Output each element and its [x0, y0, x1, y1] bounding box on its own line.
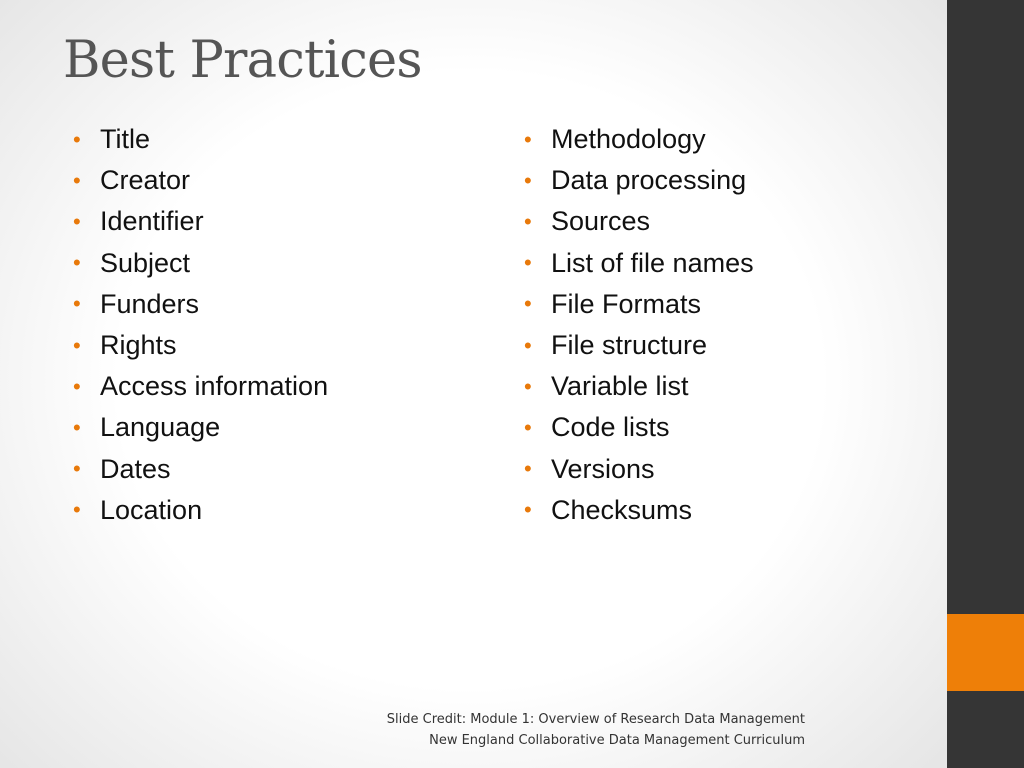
list-item-text: Methodology — [551, 124, 706, 155]
list-item-text: Funders — [100, 288, 200, 319]
bullet-icon: • — [73, 208, 81, 234]
bullet-icon: • — [524, 497, 532, 523]
list-item-text: Creator — [100, 165, 191, 196]
bullet-icon: • — [524, 414, 532, 440]
list-item-text: Code lists — [551, 412, 670, 443]
list-item-text: Identifier — [100, 206, 204, 237]
bullet-icon: • — [73, 332, 81, 358]
list-item — [524, 490, 754, 531]
bullet-icon: • — [524, 208, 532, 234]
list-item — [73, 449, 328, 490]
bullet-icon: • — [524, 250, 532, 276]
list-item — [524, 119, 754, 160]
list-item — [73, 160, 328, 201]
bullet-icon: • — [524, 332, 532, 358]
list-item — [524, 160, 754, 201]
list-item-text: Subject — [100, 247, 191, 278]
list-item-text: Checksums — [551, 494, 693, 525]
bullet-icon: • — [73, 414, 81, 440]
right-bullet-list — [524, 119, 754, 531]
list-item-text: Language — [100, 412, 221, 443]
list-item — [73, 119, 328, 160]
bullet-icon: • — [73, 250, 81, 276]
credit-line-2: New England Collaborative Data Management Curriculum — [429, 733, 805, 748]
list-item — [524, 243, 754, 284]
list-item — [524, 366, 754, 407]
bullet-icon: • — [524, 456, 532, 482]
list-item — [73, 407, 328, 448]
left-bullet-list — [73, 119, 328, 531]
list-item — [524, 325, 754, 366]
list-item — [524, 201, 754, 242]
list-item — [524, 449, 754, 490]
list-item-text: File Formats — [551, 288, 702, 319]
list-item — [73, 243, 328, 284]
list-item-text: Rights — [100, 330, 177, 361]
list-item — [73, 325, 328, 366]
list-item-text: Sources — [551, 206, 651, 237]
bullet-icon: • — [524, 126, 532, 152]
bullet-icon: • — [73, 291, 81, 317]
credit-line-1: Slide Credit: Module 1: Overview of Research Data Management — [386, 712, 805, 727]
list-item-text: List of file names — [551, 247, 754, 278]
bullet-icon: • — [524, 167, 532, 193]
list-item — [73, 201, 328, 242]
slide-title: Best Practices — [63, 31, 422, 90]
bullet-icon: • — [524, 373, 532, 399]
list-item-text: Location — [100, 494, 203, 525]
slide-credit — [387, 709, 805, 751]
bullet-icon: • — [524, 291, 532, 317]
list-item — [73, 366, 328, 407]
list-item-text: Dates — [100, 453, 171, 484]
bullet-icon: • — [73, 497, 81, 523]
list-item-text: Data processing — [551, 165, 747, 196]
list-item-text: Versions — [551, 453, 655, 484]
bullet-icon: • — [73, 456, 81, 482]
sidebar-accent-block — [947, 614, 1024, 691]
list-item-text: File structure — [551, 330, 708, 361]
list-item — [524, 284, 754, 325]
list-item-text: Title — [100, 124, 151, 155]
bullet-icon: • — [73, 126, 81, 152]
list-item-text: Variable list — [551, 371, 689, 402]
list-item-text: Access information — [100, 371, 329, 402]
list-item — [524, 407, 754, 448]
list-item — [73, 284, 328, 325]
list-item — [73, 490, 328, 531]
bullet-icon: • — [73, 167, 81, 193]
bullet-icon: • — [73, 373, 81, 399]
